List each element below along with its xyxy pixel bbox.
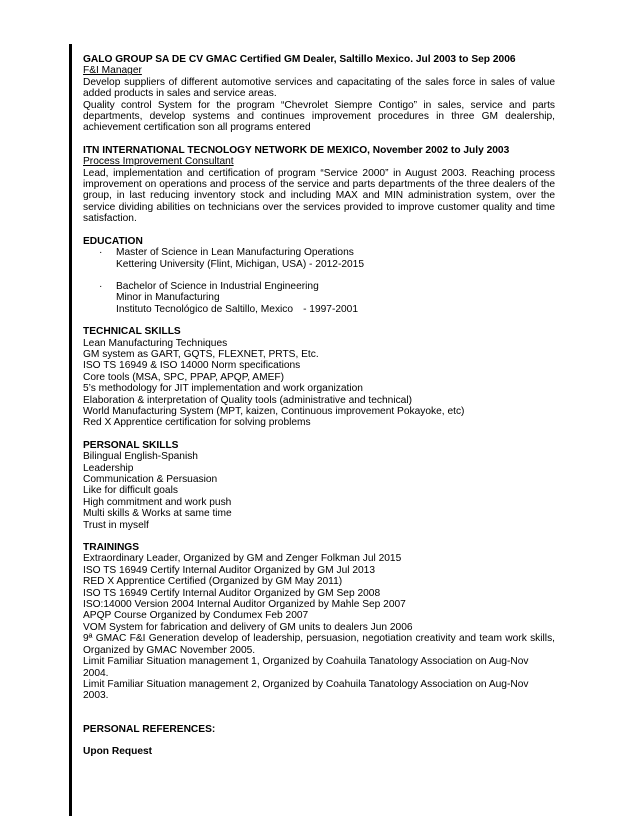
list-item: Core tools (MSA, SPC, PPAP, APQP, AMEF) <box>83 371 284 383</box>
list-item: ISO:14000 Version 2004 Internal Auditor Organized by Mahle Sep 2007 <box>83 599 406 611</box>
job-role-fi-manager: F&I Manager <box>83 65 142 77</box>
degree: Bachelor of Science in Industrial Engineering <box>116 280 319 292</box>
list-item: Bilingual English-Spanish <box>83 451 198 463</box>
list-item: Extraordinary Leader, Organized by GM and Zenger Folkman Jul 2015 <box>83 553 402 565</box>
education-entry <box>83 247 555 270</box>
references-value: Upon Request <box>83 746 153 758</box>
job-heading-galo-group: GALO GROUP SA DE CV GMAC Certified GM Dealer, Saltillo Mexico. Jul 2003 to Sep 2006 <box>83 54 516 65</box>
minor: Minor in Manufacturing <box>116 292 220 304</box>
list-item: Like for difficult goals <box>83 485 178 497</box>
list-item: ISO TS 16949 Certify Internal Auditor Organized by GM Sep 2008 <box>83 587 381 599</box>
list-item: World Manufacturing System (MPT, kaizen, Continuous improvement Pokayoke, etc) <box>83 405 465 417</box>
section-title-trainings: TRAININGS <box>83 542 140 554</box>
list-item: Limit Familiar Situation management 2, Organized by Coahuila Tanatology Association on Aug-Nov 2003. <box>83 678 529 702</box>
resume-page <box>83 54 555 758</box>
list-item: Leadership <box>83 462 134 474</box>
list-item: Trust in myself <box>83 519 149 531</box>
list-item: APQP Course Organized by Condumex Feb 2007 <box>83 610 309 622</box>
bullet-icon: · <box>99 280 103 292</box>
left-margin-rule <box>69 44 72 816</box>
list-item: High commitment and work push <box>83 496 232 508</box>
school <box>116 304 555 315</box>
list-item: Lean Manufacturing Techniques <box>83 337 228 349</box>
list-item: Multi skills & Works at same time <box>83 508 232 520</box>
list-item: ISO TS 16949 & ISO 14000 Norm specifications <box>83 360 301 372</box>
job-description: Quality control System for the program “Chevrolet Siempre Contigo” in sales, service and parts departments, develop systems and continues improvement procedures in three GM dealership, achievement certification son all programs entered <box>83 99 555 134</box>
list-item: VOM System for fabrication and delivery of GM units to dealers Jun 2006 <box>83 621 413 633</box>
school-years: - 1997-2001 <box>303 303 359 315</box>
job-heading-itn: ITN INTERNATIONAL TECNOLOGY NETWORK DE MEXICO, November 2002 to July 2003 <box>83 144 510 156</box>
list-item: 9ª GMAC F&I Generation develop of leadership, persuasion, negotiation creativity and team work skills, Organized by GMAC November 2005. <box>83 633 555 656</box>
section-title-education: EDUCATION <box>83 235 143 247</box>
list-item: Communication & Persuasion <box>83 474 218 485</box>
section-title-technical-skills: TECHNICAL SKILLS <box>83 326 181 338</box>
list-item: Elaboration & interpretation of Quality tools (administrative and technical) <box>83 394 412 406</box>
bullet-icon: · <box>99 247 103 259</box>
list-item: Red X Apprentice certification for solving problems <box>83 417 311 429</box>
section-title-personal-skills: PERSONAL SKILLS <box>83 439 179 451</box>
school-name: Instituto Tecnológico de Saltillo, Mexico <box>116 303 294 315</box>
list-item: 5’s methodology for JIT implementation and work organization <box>83 383 363 395</box>
degree: Master of Science in Lean Manufacturing Operations <box>116 247 354 259</box>
job-role-consultant: Process Improvement Consultant <box>83 156 234 168</box>
education-entry <box>83 281 555 315</box>
list-item: RED X Apprentice Certified (Organized by GM May 2011) <box>83 576 343 588</box>
job-description: Develop suppliers of different automotive services and capacitating of the sales force in sales of value added products in sales and service areas. <box>83 76 555 100</box>
job-description: Lead, implementation and certification of program “Service 2000” in August 2003. Reaching process improvement on operations and process of the service and parts departments of the three dealers of the group, in last reducing inventory stock and including MAX and MIN administration system, over the service dividing abilities on technicians over the services provided to improve customer quality and time satisfaction. <box>83 167 555 225</box>
school: Kettering University (Flint, Michigan, USA) - 2012-2015 <box>116 258 364 270</box>
list-item: ISO TS 16949 Certify Internal Auditor Organized by GM Jul 2013 <box>83 564 376 576</box>
list-item: GM system as GART, GQTS, FLEXNET, PRTS, Etc. <box>83 348 319 360</box>
list-item: Limit Familiar Situation management 1, Organized by Coahuila Tanatology Association on Aug-Nov 2004. <box>83 656 529 679</box>
section-title-references: PERSONAL REFERENCES: <box>83 723 216 735</box>
